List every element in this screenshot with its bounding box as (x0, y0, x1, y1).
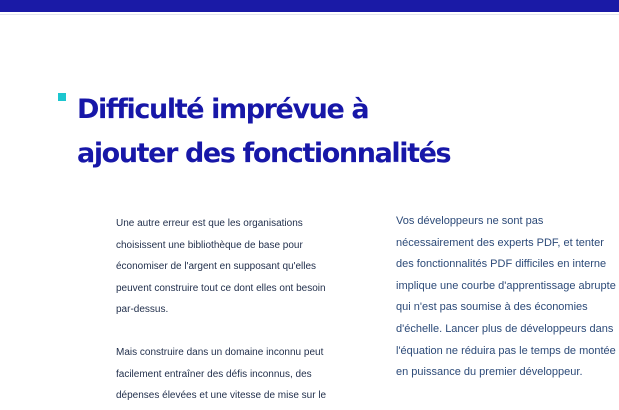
top-divider (0, 14, 619, 15)
heading-line: ajouter des fonctionnalités (77, 138, 451, 169)
text-line: Une autre erreur est que les organisations (116, 218, 303, 229)
section-heading (77, 88, 597, 176)
text-line: peuvent construire tout ce dont elles ont besoin (116, 282, 326, 294)
text-line: choisissent une bibliothèque de base pour (116, 239, 303, 251)
text-line: Mais construire dans un domaine inconnu peut (116, 346, 324, 358)
top-bar (0, 0, 619, 12)
left-paragraph-2 (116, 342, 356, 407)
text-line: facilement entraîner des défis inconnus, des (116, 368, 312, 380)
right-paragraph (396, 211, 619, 384)
left-paragraph-1 (116, 213, 356, 321)
text-line: Vos développeurs ne sont pas (396, 215, 544, 227)
heading-line: Difficulté imprévue à (77, 94, 369, 125)
text-line: d'échelle. Lancer plus de développeurs dans (396, 322, 614, 335)
text-line: qui n'est pas soumise à des économies (396, 301, 588, 314)
text-line: nécessairement des experts PDF, et tenter (396, 236, 604, 249)
text-line: implique une courbe d'apprentissage abrupte (396, 279, 616, 292)
text-line: dépenses élevées et une vitesse de mise sur le (116, 390, 327, 402)
left-column (116, 213, 356, 410)
text-line: des fonctionnalités PDF difficiles en interne (396, 258, 607, 271)
text-line: en puissance du premier développeur. (396, 366, 583, 379)
right-column (396, 211, 619, 384)
text-line: par-dessus. (116, 304, 169, 316)
text-line: l'équation ne réduira pas le temps de montée (396, 344, 616, 357)
square-bullet-icon (58, 93, 66, 101)
text-line: économiser de l'argent en supposant qu'elles (116, 261, 317, 273)
